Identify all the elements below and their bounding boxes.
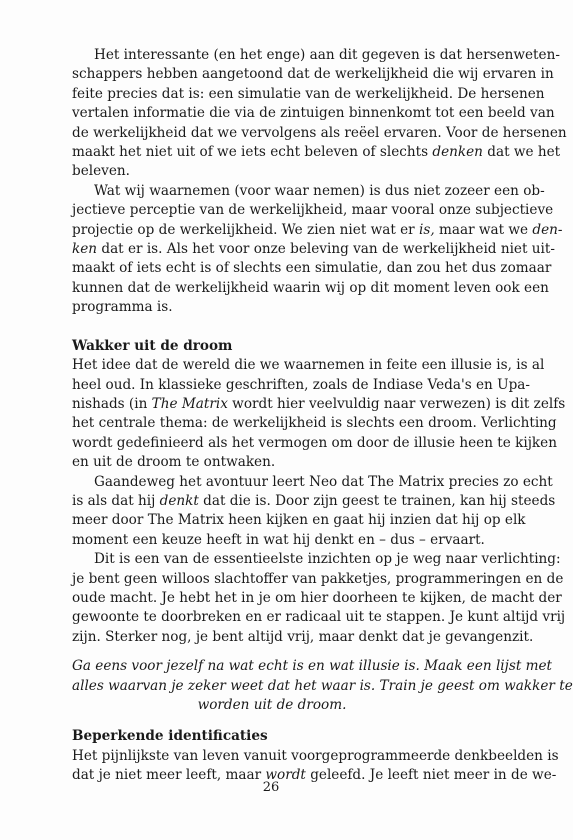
- text-line: moment een keuze heeft in wat hij denkt en – dus – ervaart.: [72, 531, 485, 548]
- text-line: kunnen dat de werkelijkheid waarin wij op dit moment leven ook een: [72, 279, 549, 296]
- text-line: ken dat er is. Als het voor onze beleving van de werkelijkheid niet uit-: [72, 241, 555, 258]
- section-heading: Wakker uit de droom: [72, 337, 233, 354]
- emphasis: denken: [432, 144, 483, 161]
- text-line: je bent geen willoos slachtoffer van pakketjes, programmeringen en de: [72, 570, 564, 587]
- text-line: alles waarvan je zeker weet dat het waar is. Train je geest om wakker te: [72, 677, 573, 694]
- text-line: maakt of iets echt is of slechts een simulatie, dan zou het dus zomaar: [72, 260, 552, 277]
- text-line: oude macht. Je hebt het in je om hier doorheen te kijken, de macht der: [72, 589, 562, 606]
- paragraph-4: [72, 473, 556, 551]
- page-text: [72, 46, 573, 786]
- text-line: vertalen informatie die via de zintuigen binnenkomt tot een beeld van: [72, 105, 555, 122]
- text-line: wordt gedefinieerd als het vermogen om door de illusie heen te kijken: [72, 434, 557, 451]
- page-number: 26: [262, 780, 280, 795]
- text-line: Dit is een van de essentieelste inzichten op je weg naar verlichting:: [94, 551, 561, 568]
- emphasis: denkt: [159, 492, 199, 509]
- paragraph-3: [72, 356, 566, 472]
- text-line: zijn. Sterker nog, je bent altijd vrij, maar denkt dat je gevangenzit.: [72, 628, 534, 645]
- text-line: Het pijnlijkste van leven vanuit voorgeprogrammeerde denkbeelden is: [72, 747, 559, 764]
- text-line: maakt het niet uit of we iets echt beleven of slechts denken dat we het: [72, 144, 561, 161]
- text-line: het centrale thema: de werkelijkheid is slechts een droom. Verlichting: [72, 415, 557, 432]
- text-line: Ga eens voor jezelf na wat echt is en wat illusie is. Maak een lijst met: [72, 658, 553, 675]
- text-line: Wat wij waarnemen (voor waar nemen) is dus niet zozeer een ob-: [94, 182, 545, 199]
- emphasis: The Matrix: [151, 395, 228, 412]
- text-line: jectieve perceptie van de werkelijkheid, maar vooral onze subjectieve: [72, 202, 554, 219]
- text-line: schappers hebben aangetoond dat de werkelijkheid die wij ervaren in: [72, 66, 554, 83]
- exercise-box: [72, 657, 573, 715]
- text-line: en uit de droom te ontwaken.: [72, 454, 276, 471]
- emphasis: den-: [532, 221, 563, 238]
- text-line: gewoonte te doorbreken en er radicaal uit te stappen. Je kunt altijd vrij: [72, 609, 566, 626]
- paragraph-5: [72, 550, 566, 647]
- text-line: Gaandeweg het avontuur leert Neo dat The Matrix precies zo echt: [94, 473, 553, 490]
- text-line: beleven.: [72, 163, 130, 180]
- text-line: is als dat hij denkt dat die is. Door zijn geest te trainen, kan hij steeds: [72, 492, 556, 509]
- text-line: Het interessante (en het enge) aan dit gegeven is dat hersenweten-: [94, 47, 560, 63]
- text-line: heel oud. In klassieke geschriften, zoals de Indiase Veda's en Upa-: [72, 376, 530, 393]
- emphasis: is,: [419, 221, 435, 238]
- text-line: programma is.: [72, 299, 173, 316]
- paragraph-1: [72, 46, 567, 182]
- text-line: feite precies dat is: een simulatie van de werkelijkheid. De hersenen: [72, 85, 545, 102]
- text-line: Het idee dat de wereld die we waarnemen in feite een illusie is, is al: [72, 357, 545, 374]
- emphasis: ken: [72, 241, 98, 258]
- paragraph-2: [72, 182, 563, 318]
- text-line: de werkelijkheid dat we vervolgens als reëel ervaren. Voor de hersenen: [72, 124, 567, 141]
- text-line: worden uit de droom.: [197, 697, 347, 713]
- text-line: projectie op de werkelijkheid. We zien niet wat er is, maar wat we den-: [72, 221, 563, 238]
- section-heading: Beperkende identificaties: [72, 728, 268, 745]
- text-line: dat je niet meer leeft, maar wordt geleefd. Je leeft niet meer in de we-: [72, 767, 557, 784]
- text-line: nishads (in The Matrix wordt hier veelvuldig naar verwezen) is dit zelfs: [72, 395, 566, 412]
- emphasis: wordt: [265, 767, 306, 784]
- text-line: meer door The Matrix heen kijken en gaat hij inzien dat hij op elk: [72, 512, 526, 529]
